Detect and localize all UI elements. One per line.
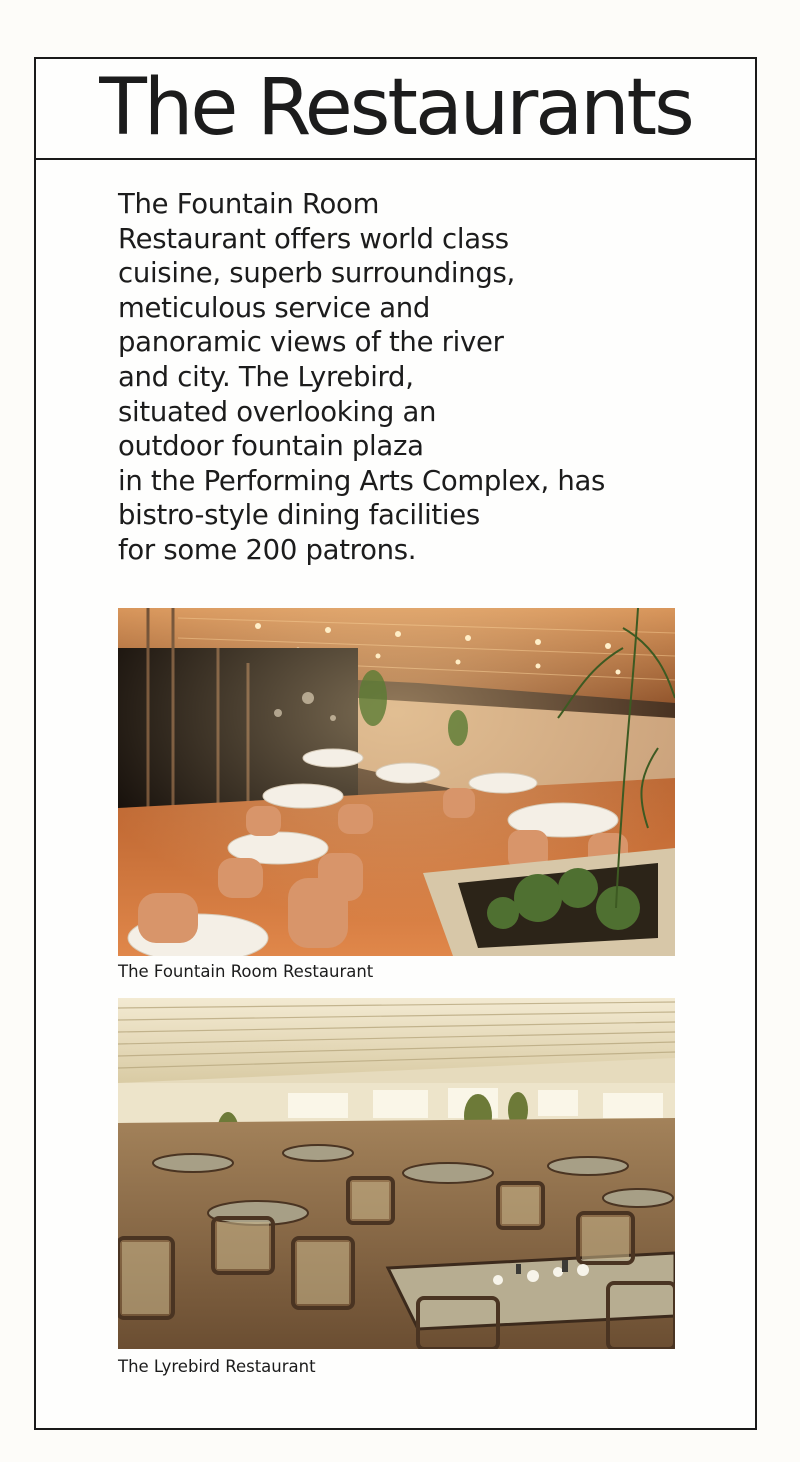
title-bar [36, 59, 755, 160]
fountain-room-caption: The Fountain Room Restaurant [118, 962, 374, 981]
page-frame [34, 57, 757, 1430]
page-title: The Restaurants [99, 63, 692, 153]
fountain-room-illustration [118, 608, 675, 956]
lyrebird-caption: The Lyrebird Restaurant [118, 1357, 316, 1376]
lyrebird-illustration [118, 998, 675, 1349]
fountain-room-photo [118, 608, 675, 956]
body-paragraph: The Fountain Room Restaurant offers world class cuisine, superb surroundings, meticulous service and panoramic views of the river and city. The Lyrebird, situated overlooking an outdoor fountain plaza in the Performing Arts Complex, has bistro-style dining facilities for some 200 patrons. [118, 188, 606, 566]
lyrebird-photo [118, 998, 675, 1349]
